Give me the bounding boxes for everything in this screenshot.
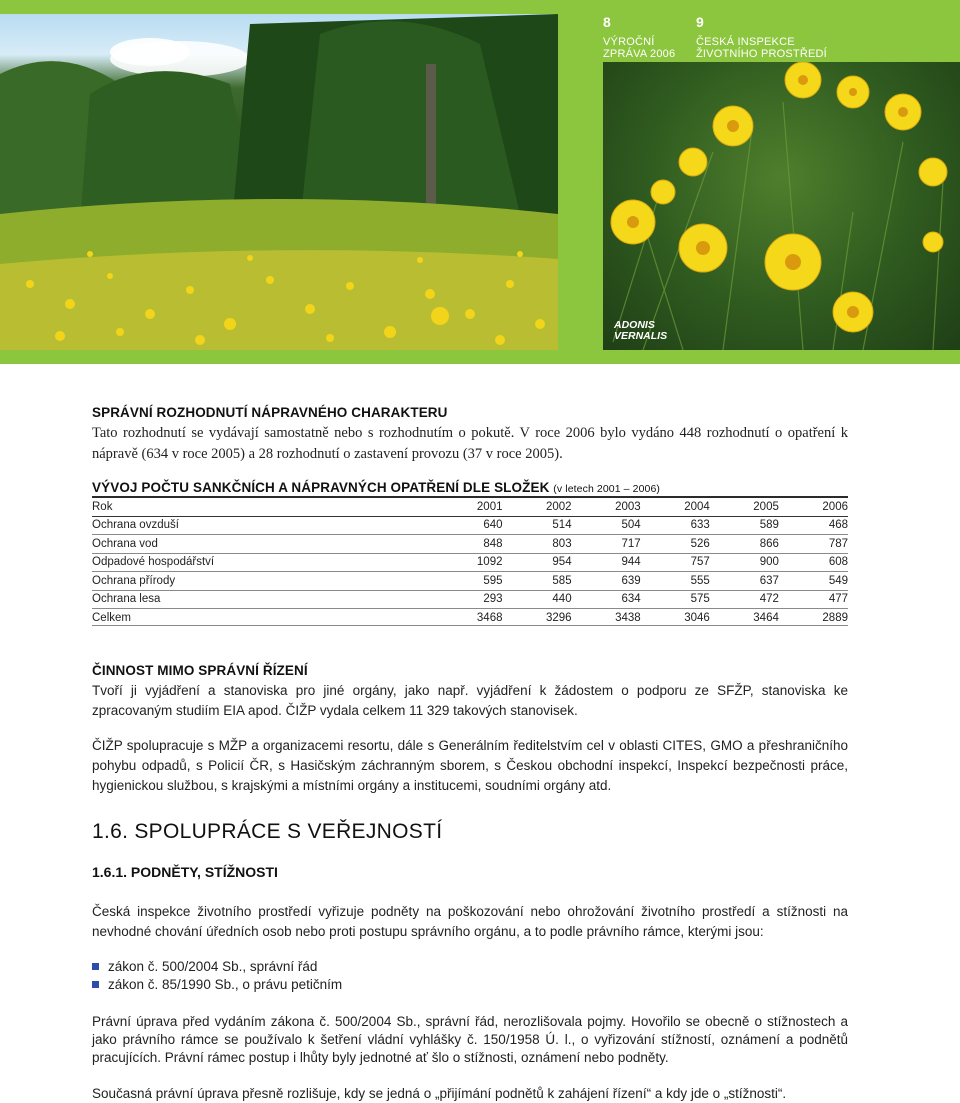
bullet-square-icon xyxy=(92,981,99,988)
table-bottom-rule xyxy=(92,625,848,626)
section1-heading: SPRÁVNÍ ROZHODNUTÍ NÁPRAVNÉHO CHARAKTERU xyxy=(92,405,448,420)
value-cell: 900 xyxy=(710,553,779,572)
value-cell: 637 xyxy=(710,572,779,591)
value-cell: 954 xyxy=(503,553,572,572)
list-item-text: zákon č. 500/2004 Sb., správní řád xyxy=(108,959,318,974)
list-item-text: zákon č. 85/1990 Sb., o právu petičním xyxy=(108,977,343,992)
value-cell: 472 xyxy=(710,590,779,609)
chapter-heading: 1.6. SPOLUPRÁCE S VEŘEJNOSTÍ xyxy=(92,820,443,843)
legal-framework-list xyxy=(92,958,342,994)
table-title-row xyxy=(92,480,848,495)
table-total-row xyxy=(92,609,848,627)
value-cell: 1092 xyxy=(433,553,502,572)
list-item xyxy=(92,976,342,994)
section1-text: Tato rozhodnutí se vydávají samostatně nebo s rozhodnutím o pokutě. V roce 2006 bylo vydáno 448 rozhodnutí o opatření k nápravě (634 v roce 2005) a 28 rozhodnutí o zastavení provozu (37 v roce 2005). xyxy=(92,425,848,462)
value-cell: 575 xyxy=(641,590,710,609)
meadow-photo xyxy=(0,14,558,350)
value-cell: 3464 xyxy=(753,611,779,624)
header-left-line1: VÝROČNÍ xyxy=(603,36,655,48)
value-cell: 944 xyxy=(572,553,641,572)
table-title: VÝVOJ POČTU SANKČNÍCH A NÁPRAVNÝCH OPATŘENÍ DLE SLOŽEK xyxy=(92,480,550,495)
header-right-line2: ŽIVOTNÍHO PROSTŘEDÍ xyxy=(696,48,827,60)
header-left-line2: ZPRÁVA 2006 xyxy=(603,48,676,60)
value-cell: 549 xyxy=(779,572,848,591)
photo-band xyxy=(0,0,960,364)
year-cell: 2005 xyxy=(710,498,779,516)
value-cell: 585 xyxy=(503,572,572,591)
value-cell: 803 xyxy=(503,535,572,554)
value-cell: 440 xyxy=(503,590,572,609)
row-label: Ochrana ovzduší xyxy=(92,516,433,535)
left-page-number: 8 xyxy=(603,14,611,30)
chapter-text1: Česká inspekce životního prostředí vyřizuje podněty na poškozování nebo ohrožování životního prostředí a stížnosti na nevhodné chování úředních osob nebo proti postupu správního orgánu, a to podle právního rámce, kterými jsou: xyxy=(92,904,848,939)
header-right xyxy=(696,14,827,60)
table-row xyxy=(92,572,848,591)
year-cell: 2001 xyxy=(433,498,502,516)
value-cell: 514 xyxy=(503,516,572,535)
bullet-square-icon xyxy=(92,963,99,970)
sanctions-table xyxy=(92,498,848,627)
value-cell: 468 xyxy=(779,516,848,535)
section2-text2: ČIŽP spolupracuje s MŽP a organizacemi resortu, dále s Generálním ředitelstvím cel v oblasti CITES, GMO a přeshraničního pohybu odpadů, s Policií ČR, s Hasičským záchranným sborem, s Českou obchodní inspekcí, Inspekcí bezpečnosti práce, hygienickou službou, s krajskými a místními orgány a institucemi, soudními orgány atd. xyxy=(92,738,848,793)
section2-text1: Tvoří ji vyjádření a stanoviska pro jiné orgány, jako např. vyjádření k žádostem o podporu ze SFŽP, stanoviska ke zpracovaným studiím EIA apod. ČIŽP vydala celkem 11 329 takových stanovisek. xyxy=(92,683,848,718)
table-row xyxy=(92,535,848,554)
value-cell: 3468 xyxy=(476,611,503,624)
row-label: Ochrana přírody xyxy=(92,572,433,591)
value-cell: 2889 xyxy=(822,611,848,624)
row-label: Odpadové hospodářství xyxy=(92,553,433,572)
value-cell: 555 xyxy=(641,572,710,591)
value-cell: 640 xyxy=(433,516,502,535)
chapter-text2: Právní úprava před vydáním zákona č. 500/2004 Sb., správní řád, nerozlišovala pojmy. Hovořilo se obecně o stížnostech a jako právního rámce se používalo k šetření vládní vyhlášky č. 150/1958 Ú. l., o vyřizování stížností, oznámení a podnětů pracujících. Právní rámec postup i lhůty byly jednotné ať šlo o stížnosti, oznámení nebo podněty. xyxy=(92,1014,848,1065)
row-label: Ochrana vod xyxy=(92,535,433,554)
header-left xyxy=(603,14,675,60)
value-cell: 526 xyxy=(641,535,710,554)
value-cell: 848 xyxy=(433,535,502,554)
year-cell: 2006 xyxy=(779,498,848,516)
value-cell: 3296 xyxy=(546,611,572,624)
header-right-line1: ČESKÁ INSPEKCE xyxy=(696,36,795,48)
value-cell: 589 xyxy=(710,516,779,535)
header-label: Rok xyxy=(92,498,433,516)
adonis-illustration xyxy=(603,62,960,350)
chapter-subheading: 1.6.1. PODNĚTY, STÍŽNOSTI xyxy=(92,864,278,880)
value-cell: 787 xyxy=(779,535,848,554)
row-label: Celkem xyxy=(92,611,131,624)
year-cell: 2003 xyxy=(572,498,641,516)
value-cell: 3046 xyxy=(684,611,710,624)
value-cell: 757 xyxy=(641,553,710,572)
adonis-photo xyxy=(603,62,960,350)
table-subtitle: (v letech 2001 – 2006) xyxy=(553,483,660,495)
value-cell: 3438 xyxy=(615,611,641,624)
value-cell: 717 xyxy=(572,535,641,554)
value-cell: 477 xyxy=(779,590,848,609)
row-label: Ochrana lesa xyxy=(92,590,433,609)
table-header-row xyxy=(92,498,848,516)
meadow-illustration xyxy=(0,14,558,350)
table-row xyxy=(92,516,848,535)
caption-line1: ADONIS xyxy=(614,319,655,331)
value-cell: 595 xyxy=(433,572,502,591)
list-item xyxy=(92,958,342,976)
year-cell: 2004 xyxy=(641,498,710,516)
caption-line2: VERNALIS xyxy=(614,330,668,342)
value-cell: 293 xyxy=(433,590,502,609)
value-cell: 634 xyxy=(572,590,641,609)
section2-heading: ČINNOST MIMO SPRÁVNÍ ŘÍZENÍ xyxy=(92,663,308,678)
value-cell: 504 xyxy=(572,516,641,535)
value-cell: 608 xyxy=(779,553,848,572)
photo-caption xyxy=(614,320,667,342)
table-row xyxy=(92,553,848,572)
right-page-number: 9 xyxy=(696,14,704,30)
year-cell: 2002 xyxy=(503,498,572,516)
value-cell: 633 xyxy=(641,516,710,535)
value-cell: 866 xyxy=(710,535,779,554)
value-cell: 639 xyxy=(572,572,641,591)
chapter-text3: Současná právní úprava přesně rozlišuje, kdy se jedná o „přijímání podnětů k zahájení řízení“ a kdy jde o „stížnosti“. xyxy=(92,1086,787,1101)
table-row xyxy=(92,590,848,609)
